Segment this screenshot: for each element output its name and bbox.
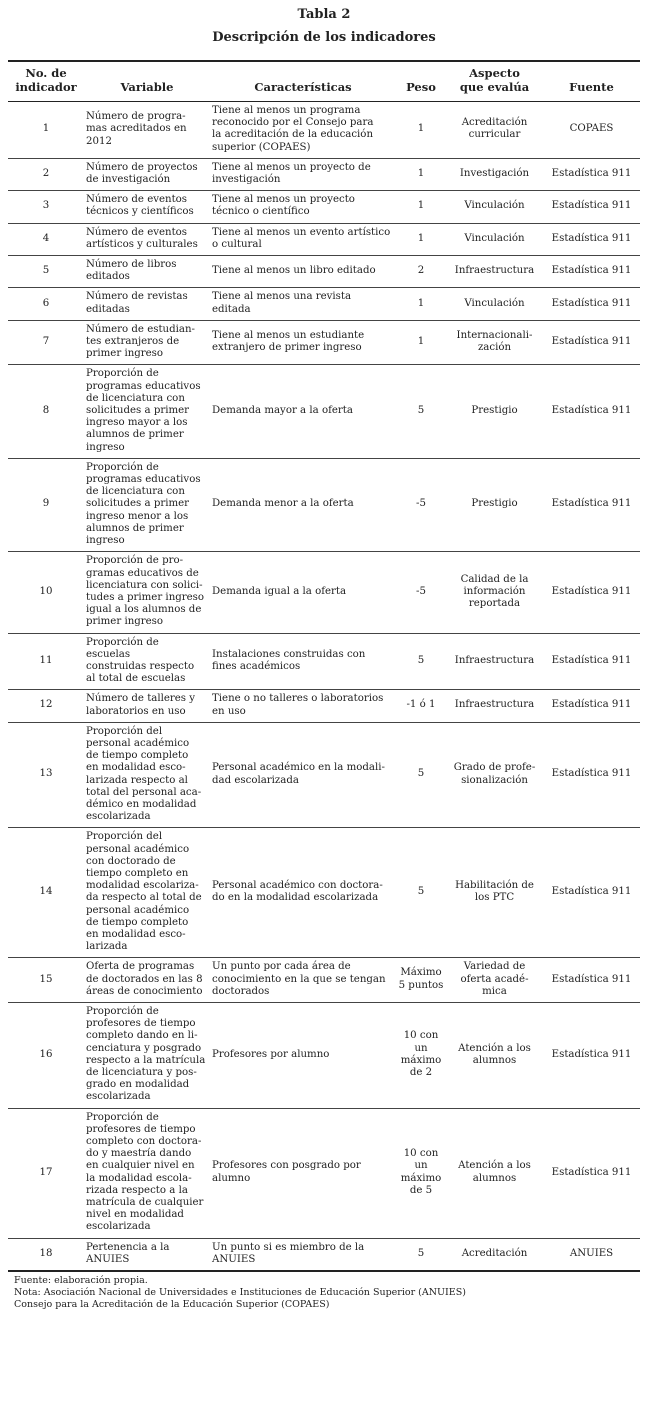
- cell-caracteristicas: Tiene al menos una revista editada: [210, 288, 396, 320]
- cell-num: 2: [8, 158, 84, 190]
- header-aspecto: Aspecto que evalúa: [446, 61, 543, 102]
- cell-fuente: Estadística 911: [543, 828, 640, 958]
- cell-fuente: COPAES: [543, 102, 640, 159]
- cell-variable: Proporción de profesores de tiempo completo dando en li- cenciatura y posgrado respecto a la matrícula de licenciatura y pos- grado en modalidad escolarizada: [84, 1003, 210, 1109]
- cell-caracteristicas: Un punto si es miembro de la ANUIES: [210, 1238, 396, 1271]
- table-row: [8, 458, 640, 551]
- cell-num: 17: [8, 1108, 84, 1238]
- cell-num: 8: [8, 365, 84, 458]
- cell-fuente: Estadística 911: [543, 722, 640, 828]
- cell-num: 11: [8, 633, 84, 690]
- cell-variable: Número de revistas editadas: [84, 288, 210, 320]
- cell-caracteristicas: Instalaciones construidas con fines académicos: [210, 633, 396, 690]
- cell-fuente: Estadística 911: [543, 552, 640, 633]
- cell-aspecto: Vinculación: [446, 223, 543, 255]
- header-variable: Variable: [84, 61, 210, 102]
- cell-num: 18: [8, 1238, 84, 1271]
- table-row: [8, 958, 640, 1003]
- cell-variable: Proporción de escuelas construidas respecto al total de escuelas: [84, 633, 210, 690]
- cell-num: 10: [8, 552, 84, 633]
- cell-peso: 1: [396, 102, 446, 159]
- cell-peso: 5: [396, 633, 446, 690]
- table-row: [8, 722, 640, 828]
- table-row: [8, 223, 640, 255]
- header-peso: Peso: [396, 61, 446, 102]
- cell-variable: Número de eventos técnicos y científicos: [84, 191, 210, 223]
- cell-aspecto: Vinculación: [446, 191, 543, 223]
- cell-aspecto: Grado de profe- sionalización: [446, 722, 543, 828]
- cell-fuente: Estadística 911: [543, 320, 640, 365]
- cell-peso: 1: [396, 223, 446, 255]
- table-row: [8, 102, 640, 159]
- cell-caracteristicas: Personal académico con doctora- do en la modalidad escolarizada: [210, 828, 396, 958]
- table-row: [8, 552, 640, 633]
- cell-peso: 5: [396, 1238, 446, 1271]
- cell-peso: 1: [396, 288, 446, 320]
- cell-variable: Número de talleres y laboratorios en uso: [84, 690, 210, 722]
- cell-variable: Número de libros editados: [84, 256, 210, 288]
- cell-peso: 5: [396, 365, 446, 458]
- table-row: [8, 320, 640, 365]
- cell-variable: Pertenencia a la ANUIES: [84, 1238, 210, 1271]
- cell-fuente: Estadística 911: [543, 690, 640, 722]
- table-row: [8, 633, 640, 690]
- indicators-table: [8, 60, 640, 1272]
- cell-fuente: Estadística 911: [543, 1108, 640, 1238]
- cell-variable: Proporción de programas educativos de licenciatura con solicitudes a primer ingreso mayor a los alumnos de primer ingreso: [84, 365, 210, 458]
- cell-fuente: Estadística 911: [543, 288, 640, 320]
- cell-fuente: Estadística 911: [543, 633, 640, 690]
- cell-fuente: Estadística 911: [543, 458, 640, 551]
- cell-peso: 5: [396, 828, 446, 958]
- cell-peso: 10 con un máximo de 5: [396, 1108, 446, 1238]
- cell-aspecto: Acreditación curricular: [446, 102, 543, 159]
- cell-caracteristicas: Profesores con posgrado por alumno: [210, 1108, 396, 1238]
- cell-num: 13: [8, 722, 84, 828]
- cell-aspecto: Infraestructura: [446, 633, 543, 690]
- cell-num: 9: [8, 458, 84, 551]
- cell-aspecto: Atención a los alumnos: [446, 1003, 543, 1109]
- cell-peso: 1: [396, 191, 446, 223]
- cell-aspecto: Internacionali- zación: [446, 320, 543, 365]
- cell-fuente: Estadística 911: [543, 958, 640, 1003]
- cell-peso: Máximo 5 puntos: [396, 958, 446, 1003]
- cell-variable: Proporción de pro- gramas educativos de licenciatura con solici- tudes a primer ingreso igual a los alumnos de primer ingreso: [84, 552, 210, 633]
- header-caracteristicas: Características: [210, 61, 396, 102]
- cell-variable: Proporción de programas educativos de licenciatura con solicitudes a primer ingreso menor a los alumnos de primer ingreso: [84, 458, 210, 551]
- note-anuies: Nota: Asociación Nacional de Universidades e Instituciones de Educación Superior (ANUIES): [14, 1287, 466, 1299]
- cell-variable: Proporción del personal académico de tiempo completo en modalidad esco- larizada respecto al total del personal aca- démico en modalidad escolarizada: [84, 722, 210, 828]
- cell-caracteristicas: Tiene al menos un evento artístico o cultural: [210, 223, 396, 255]
- cell-peso: -5: [396, 552, 446, 633]
- cell-fuente: Estadística 911: [543, 365, 640, 458]
- table-row: [8, 256, 640, 288]
- cell-aspecto: Investigación: [446, 158, 543, 190]
- table-header-row: [8, 61, 640, 102]
- cell-fuente: Estadística 911: [543, 191, 640, 223]
- cell-caracteristicas: Tiene al menos un proyecto de investigación: [210, 158, 396, 190]
- cell-variable: Número de estudian- tes extranjeros de primer ingreso: [84, 320, 210, 365]
- table-row: [8, 191, 640, 223]
- cell-variable: Oferta de programas de doctorados en las 8 áreas de conocimiento: [84, 958, 210, 1003]
- table-row: [8, 690, 640, 722]
- cell-num: 4: [8, 223, 84, 255]
- cell-aspecto: Prestigio: [446, 365, 543, 458]
- cell-num: 6: [8, 288, 84, 320]
- cell-num: 3: [8, 191, 84, 223]
- cell-variable: Proporción de profesores de tiempo completo con doctora- do y maestría dando en cualquier nivel en la modalidad escola- rizada respecto a la matrícula de cualquier nivel en modalidad escolarizada: [84, 1108, 210, 1238]
- cell-caracteristicas: Profesores por alumno: [210, 1003, 396, 1109]
- cell-num: 12: [8, 690, 84, 722]
- cell-caracteristicas: Tiene al menos un libro editado: [210, 256, 396, 288]
- cell-peso: 5: [396, 722, 446, 828]
- cell-aspecto: Habilitación de los PTC: [446, 828, 543, 958]
- table-row: [8, 1238, 640, 1271]
- cell-caracteristicas: Tiene o no talleres o laboratorios en uso: [210, 690, 396, 722]
- cell-caracteristicas: Demanda menor a la oferta: [210, 458, 396, 551]
- cell-aspecto: Infraestructura: [446, 256, 543, 288]
- cell-peso: -5: [396, 458, 446, 551]
- cell-caracteristicas: Personal académico en la modali- dad escolarizada: [210, 722, 396, 828]
- cell-peso: 10 con un máximo de 2: [396, 1003, 446, 1109]
- table-notes: [8, 1275, 640, 1311]
- cell-num: 14: [8, 828, 84, 958]
- cell-num: 1: [8, 102, 84, 159]
- cell-aspecto: Calidad de la información reportada: [446, 552, 543, 633]
- table-row: [8, 828, 640, 958]
- table-title: Tabla 2: [297, 7, 351, 22]
- table-subtitle: Descripción de los indicadores: [212, 30, 436, 45]
- cell-fuente: Estadística 911: [543, 158, 640, 190]
- cell-fuente: ANUIES: [543, 1238, 640, 1271]
- cell-caracteristicas: Tiene al menos un programa reconocido por el Consejo para la acreditación de la educación superior (COPAES): [210, 102, 396, 159]
- cell-aspecto: Atención a los alumnos: [446, 1108, 543, 1238]
- cell-aspecto: Infraestructura: [446, 690, 543, 722]
- cell-num: 7: [8, 320, 84, 365]
- cell-num: 15: [8, 958, 84, 1003]
- cell-caracteristicas: Demanda igual a la oferta: [210, 552, 396, 633]
- header-fuente: Fuente: [543, 61, 640, 102]
- note-source: Fuente: elaboración propia.: [14, 1275, 148, 1287]
- note-copaes: Consejo para la Acreditación de la Educación Superior (COPAES): [14, 1299, 330, 1311]
- cell-variable: Proporción del personal académico con doctorado de tiempo completo en modalidad escolariza- da respecto al total de personal académico de tiempo completo en modalidad esco- larizada: [84, 828, 210, 958]
- cell-peso: -1 ó 1: [396, 690, 446, 722]
- header-num: No. de indicador: [8, 61, 84, 102]
- cell-aspecto: Prestigio: [446, 458, 543, 551]
- cell-variable: Número de progra- mas acreditados en 2012: [84, 102, 210, 159]
- table-row: [8, 288, 640, 320]
- cell-num: 16: [8, 1003, 84, 1109]
- cell-variable: Número de eventos artísticos y culturales: [84, 223, 210, 255]
- table-row: [8, 365, 640, 458]
- table-row: [8, 158, 640, 190]
- cell-peso: 2: [396, 256, 446, 288]
- cell-peso: 1: [396, 158, 446, 190]
- cell-aspecto: Variedad de oferta acadé- mica: [446, 958, 543, 1003]
- cell-aspecto: Vinculación: [446, 288, 543, 320]
- table-row: [8, 1108, 640, 1238]
- cell-peso: 1: [396, 320, 446, 365]
- cell-num: 5: [8, 256, 84, 288]
- cell-caracteristicas: Un punto por cada área de conocimiento en la que se tengan doctorados: [210, 958, 396, 1003]
- table-row: [8, 1003, 640, 1109]
- cell-fuente: Estadística 911: [543, 1003, 640, 1109]
- cell-variable: Número de proyectos de investigación: [84, 158, 210, 190]
- cell-caracteristicas: Demanda mayor a la oferta: [210, 365, 396, 458]
- cell-caracteristicas: Tiene al menos un proyecto técnico o científico: [210, 191, 396, 223]
- cell-fuente: Estadística 911: [543, 223, 640, 255]
- cell-caracteristicas: Tiene al menos un estudiante extranjero de primer ingreso: [210, 320, 396, 365]
- cell-fuente: Estadística 911: [543, 256, 640, 288]
- cell-aspecto: Acreditación: [446, 1238, 543, 1271]
